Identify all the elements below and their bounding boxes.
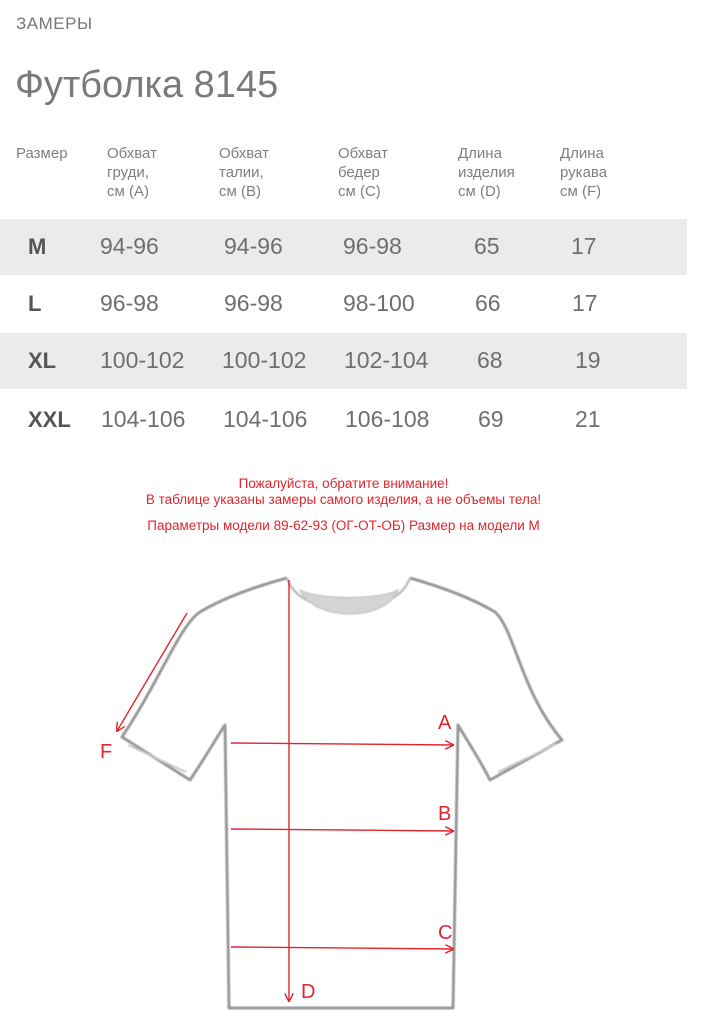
chest-cell: 96-98: [100, 290, 159, 316]
size-cell: XL: [28, 348, 57, 373]
sleeve-cell: 19: [575, 347, 601, 373]
measure-line-b: [231, 829, 453, 831]
hips-cell: 96-98: [343, 233, 402, 259]
hips-cell: 98-100: [343, 290, 415, 316]
table-row: [0, 219, 687, 275]
waist-cell: 96-98: [224, 290, 283, 316]
size-cell: L: [28, 291, 42, 316]
hips-cell: 106-108: [345, 406, 430, 432]
sleeve-cell: 17: [571, 233, 597, 259]
length-cell: 65: [474, 233, 500, 259]
header-size: Размер: [16, 145, 68, 162]
measure-line-a: [231, 743, 453, 745]
header-hips: Обхват бедер см (С): [338, 145, 388, 200]
notice-heading: Пожалуйста, обратите внимание!: [238, 476, 449, 491]
model-parameters: Параметры модели 89-62-93 (ОГ-ОТ-ОБ) Размер на модели М: [147, 518, 540, 533]
waist-cell: 100-102: [222, 347, 307, 373]
table-row: [0, 276, 687, 332]
size-cell: M: [28, 234, 47, 259]
header-length: Длина изделия см (D): [458, 145, 515, 200]
table-row: [0, 333, 687, 389]
sleeve-cell: 21: [575, 406, 601, 432]
header-waist: Обхват талии, см (В): [219, 145, 269, 200]
measurement-lines: [117, 580, 453, 1001]
length-cell: 68: [477, 347, 503, 373]
waist-cell: 104-106: [223, 406, 308, 432]
length-cell: 69: [478, 406, 504, 432]
product-title: Футболка 8145: [15, 64, 279, 106]
label-f: F: [100, 741, 113, 763]
waist-cell: 94-96: [224, 233, 283, 259]
length-cell: 66: [475, 290, 501, 316]
hips-cell: 102-104: [344, 347, 429, 373]
measure-line-f: [117, 613, 187, 731]
tshirt-diagram: [0, 560, 720, 1020]
size-cell: XXL: [28, 407, 71, 432]
sleeve-cell: 17: [572, 290, 598, 316]
label-a: A: [438, 712, 452, 734]
measure-line-c: [231, 947, 453, 949]
header-sleeve: Длина рукава см (F): [560, 145, 608, 200]
label-b: B: [438, 803, 452, 825]
chest-cell: 100-102: [100, 347, 185, 373]
table-row: [0, 392, 687, 448]
chest-cell: 94-96: [100, 233, 159, 259]
tshirt-outline: [122, 578, 562, 1008]
notice-text: В таблице указаны замеры самого изделия, а не объемы тела!: [145, 492, 542, 507]
label-c: C: [438, 922, 453, 944]
section-label: ЗАМЕРЫ: [16, 14, 93, 33]
label-d: D: [301, 981, 316, 1003]
chest-cell: 104-106: [101, 406, 186, 432]
header-chest: Обхват груди, см (А): [107, 145, 157, 200]
